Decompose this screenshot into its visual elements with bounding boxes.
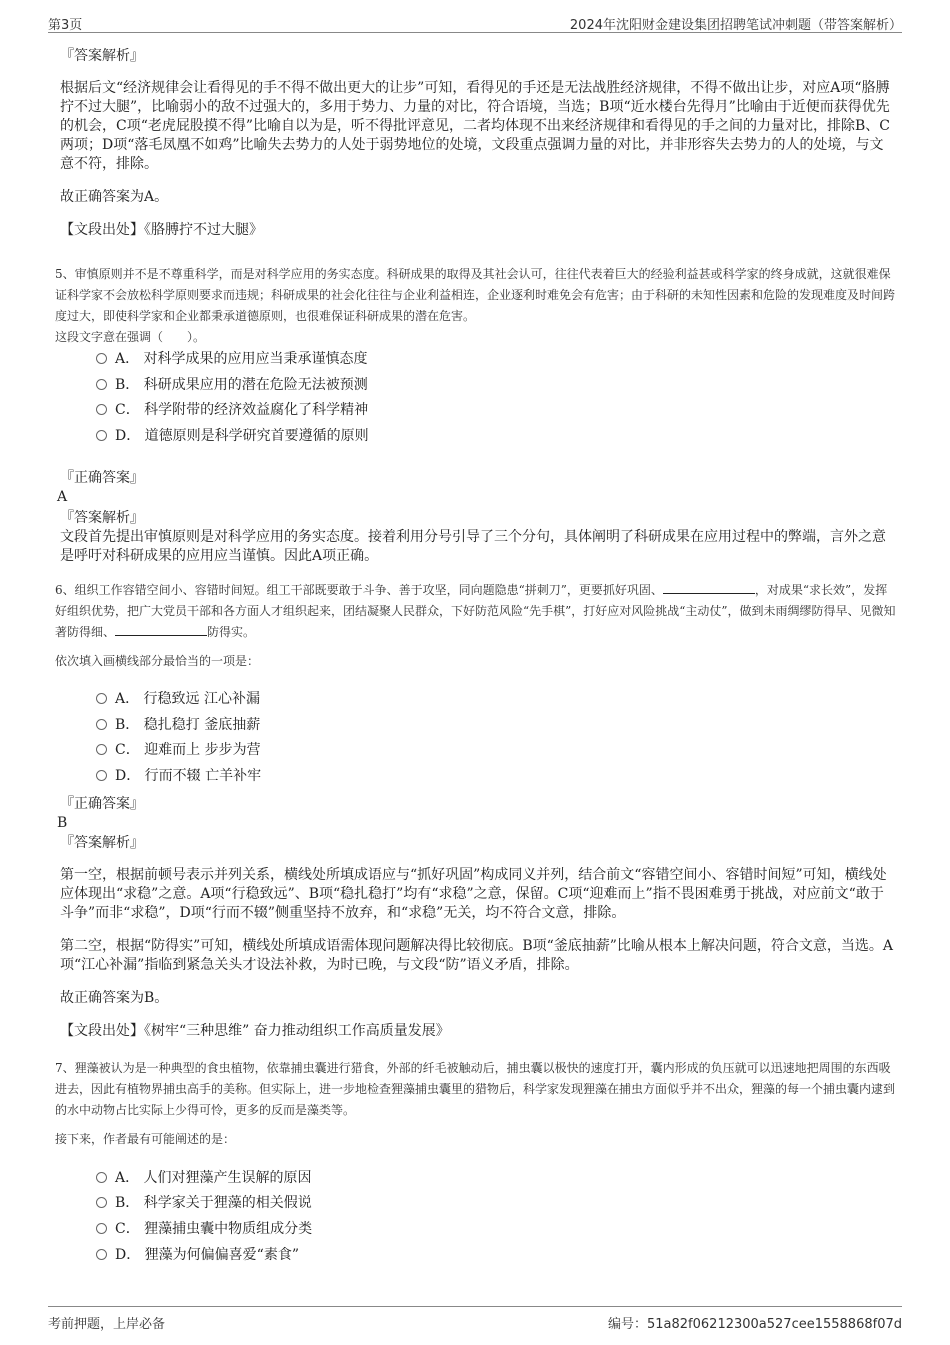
q5-analysis: 文段首先提出审慎原则是对科学应用的务实态度。接着利用分号引导了三个分句，具体阐明了科研成果在应用过程中的弊端，言外之意是呼吁对科研成果的应用应当谨慎。因此A项正确。 — [60, 529, 886, 564]
radio-icon — [96, 1172, 107, 1183]
page-header — [48, 10, 902, 33]
q6-analysis-label: 『答案解析』 — [60, 835, 144, 851]
radio-icon — [96, 770, 107, 781]
q5-option-d[interactable]: D． 道德原则是科学研究首要遵循的原则 — [96, 426, 369, 446]
q5-question: 这段文字意在强调（ ）。 — [55, 330, 206, 344]
q5-option-b[interactable]: B． 科研成果应用的潜在危险无法被预测 — [96, 375, 368, 395]
q6-option-c[interactable]: C． 迎难而上 步步为营 — [96, 740, 261, 760]
radio-icon — [96, 353, 107, 364]
q6-analysis-1: 第一空，根据前顿号表示并列关系，横线处所填成语应与“抓好巩固”构成同义并列，结合前文“容错空间小、容错时间短”可知，横线处应体现出“求稳”之意。A项“行稳致远”、B项“稳扎稳打”均有“求稳”之意，保留。C项“迎难而上”指不畏困难勇于挑战，对应前文“敢于斗争”而非“求稳”，D项“行而不辍”侧重坚持不放弃，和“求稳”无关，均不符合文意，排除。 — [60, 867, 887, 921]
q4-analysis: 根据后文“经济规律会让看得见的手不得不做出更大的让步”可知，看得见的手还是无法战胜经济规律，不得不做出让步，对应A项“胳膊拧不过大腿”，比喻弱小的敌不过强大的，多用于势力、力量的对比，符合语境，当选；B项“近水楼台先得月”比喻由于近便而获得优先的机会，C项“老虎屁股摸不得”比喻自以为是，听不得批评意见，二者均体现不出来经济规律和看得见的手之间的力量对比，排除B、C两项；D项“落毛凤凰不如鸡”比喻失去势力的人处于弱势地位的处境，文段重点强调力量的对比，并非形容失去势力的人的处境，与文意不符，排除。 — [60, 80, 891, 172]
q6-source: 【文段出处】《树牢“三种思维” 奋力推动组织工作高质量发展》 — [60, 1023, 450, 1039]
q7-question: 接下来，作者最有可能阐述的是： — [55, 1132, 236, 1146]
radio-icon — [96, 719, 107, 730]
document-title: 2024年沈阳财金建设集团招聘笔试冲刺题（带答案解析） — [569, 18, 902, 33]
q5-analysis-label: 『答案解析』 — [60, 510, 144, 526]
q6-option-d[interactable]: D． 行而不辍 亡羊补牢 — [96, 766, 261, 786]
q4-analysis-label: 『答案解析』 — [60, 48, 144, 64]
q6-conclusion: 故正确答案为B。 — [60, 990, 169, 1006]
q7-option-b[interactable]: B． 科学家关于狸藻的相关假说 — [96, 1193, 312, 1213]
q5-answer: A — [57, 489, 68, 505]
radio-icon — [96, 744, 107, 755]
q6-question: 依次填入画横线部分最恰当的一项是： — [55, 654, 260, 668]
q7-option-c[interactable]: C． 狸藻捕虫囊中物质组成分类 — [96, 1219, 312, 1239]
page-number: 第3页 — [48, 18, 83, 33]
footer-slogan: 考前押题，上岸必备 — [48, 1317, 166, 1332]
q6-option-b[interactable]: B． 稳扎稳打 釜底抽薪 — [96, 715, 260, 735]
fill-blank-1[interactable] — [663, 581, 755, 594]
q7-stem: 7、狸藻被认为是一种典型的食虫植物，依靠捕虫囊进行猎食，外部的纤毛被触动后，捕虫囊以极快的速度打开，囊内形成的负压就可以迅速地把周围的东西吸进去，因此有植物界捕虫高手的美称。但实际上，进一步地检查狸藻捕虫囊里的猎物后，科学家发现狸藻在捕虫方面似乎并不出众，狸藻的每一个捕虫囊内逮到的水中动物占比实际上少得可怜，更多的反而是藻类等。 — [55, 1061, 896, 1117]
q4-source: 【文段出处】《胳膊拧不过大腿》 — [60, 222, 263, 238]
radio-icon — [96, 404, 107, 415]
q6-analysis-2: 第二空，根据“防得实”可知，横线处所填成语需体现问题解决得比较彻底。B项“釜底抽薪”比喻从根本上解决问题，符合文意，当选。A项“江心补漏”指临到紧急关头才设法补救，为时已晚，与文段“防”语义矛盾，排除。 — [60, 938, 894, 973]
fill-blank-2[interactable] — [115, 623, 207, 636]
q7-option-a[interactable]: A． 人们对狸藻产生误解的原因 — [96, 1168, 312, 1188]
q5-stem: 5、审慎原则并不是不尊重科学，而是对科学应用的务实态度。科研成果的取得及其社会认可，往往代表着巨大的经验利益甚或科学家的终身成就，这就很难保证科学家不会放松科学原则要求而违规；科研成果的社会化往往与企业利益相连，企业逐利时难免会有危害；由于科研的未知性因素和危险的发现难度及时间跨度过大，即使科学家和企业都秉承道德原则，也很难保证科研成果的潜在危害。 — [55, 267, 896, 323]
q5-option-c[interactable]: C． 科学附带的经济效益腐化了科学精神 — [96, 400, 368, 420]
q6-answer-label: 『正确答案』 — [60, 796, 144, 812]
q7-option-d[interactable]: D． 狸藻为何偏偏喜爱“素食” — [96, 1245, 299, 1265]
radio-icon — [96, 379, 107, 390]
q6-stem: 6、组织工作容错空间小、容错时间短。组工干部既要敢于斗争、善于攻坚，同向题隐患“拼刺刀”，更要抓好巩固、 ，对成果“求长效”，发挥好组织优势，把广大党员干部和各方面人才组织起来，团结凝聚人民群众，下好防范风险“先手棋”，打好应对风险挑战“主动仗”，做到未雨绸缪防得早、见微知著防得细、 防得实。 — [55, 583, 896, 639]
q5-option-a[interactable]: A． 对科学成果的应用应当秉承谨慎态度 — [96, 349, 368, 369]
document-code: 编号：51a82f06212300a527cee1558868f07d — [607, 1317, 902, 1332]
radio-icon — [96, 1249, 107, 1260]
page-footer — [48, 1306, 902, 1331]
radio-icon — [96, 430, 107, 441]
radio-icon — [96, 693, 107, 704]
q5-answer-label: 『正确答案』 — [60, 470, 144, 486]
q4-conclusion: 故正确答案为A。 — [60, 189, 169, 205]
q6-answer: B — [57, 815, 68, 831]
q6-option-a[interactable]: A． 行稳致远 江心补漏 — [96, 689, 260, 709]
radio-icon — [96, 1223, 107, 1234]
radio-icon — [96, 1197, 107, 1208]
